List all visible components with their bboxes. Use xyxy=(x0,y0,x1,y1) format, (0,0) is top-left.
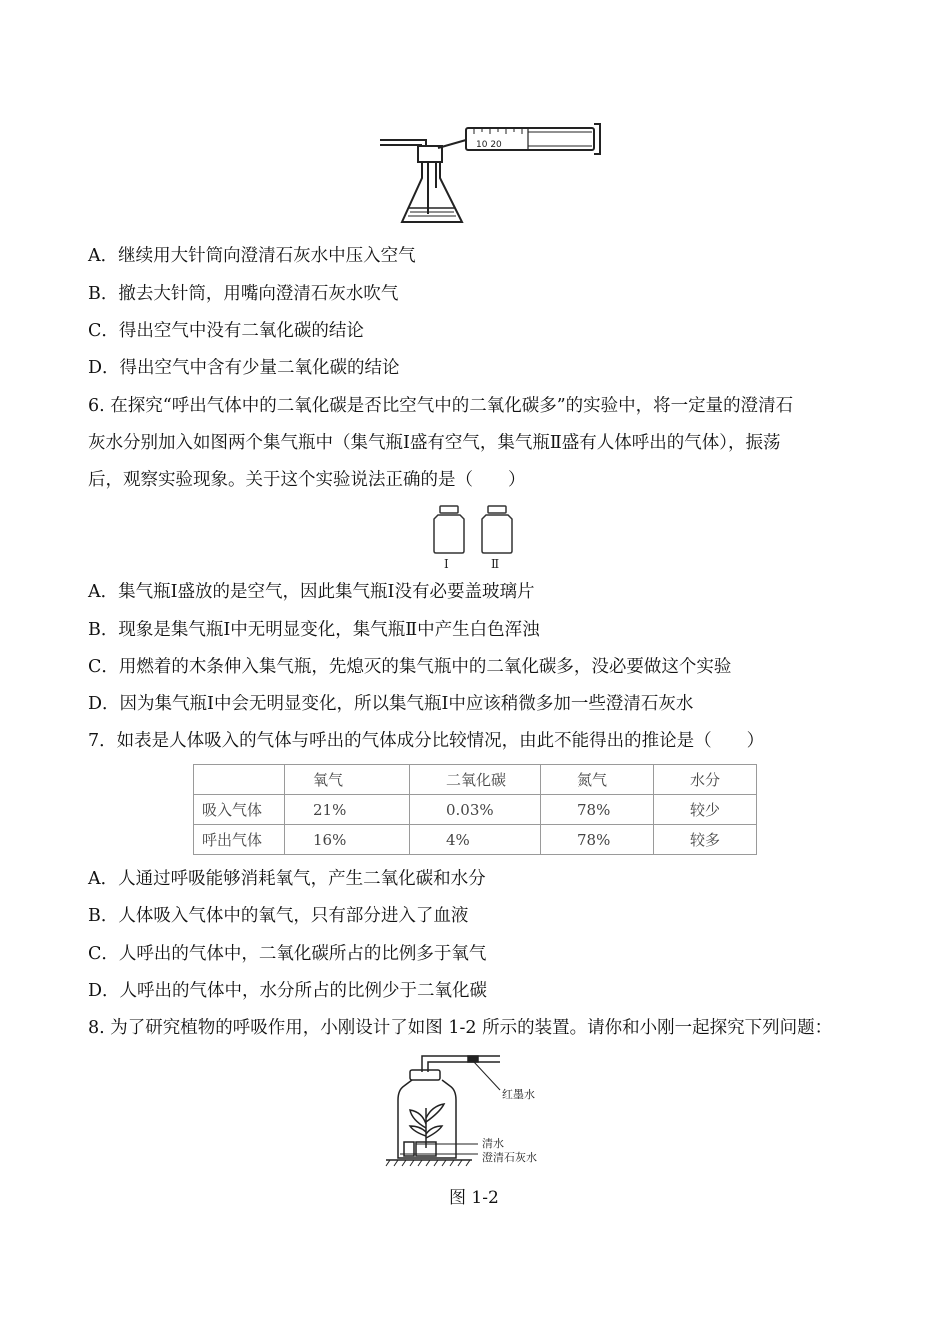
q5-option-d: D．得出空气中含有少量二氧化碳的结论 xyxy=(88,358,400,378)
table-cell: 较少 xyxy=(654,795,757,825)
q7-option-a: A．人通过呼吸能够消耗氧气，产生二氧化碳和水分 xyxy=(88,869,486,889)
q6-stem-line-1: 6. 在探究“呼出气体中的二氧化碳是否比空气中的二氧化碳多”的实验中，将一定量的澄清石 xyxy=(88,396,794,416)
label-clear-water: 清水 xyxy=(482,1137,504,1150)
table-cell: 吸入气体 xyxy=(194,795,285,825)
table-cell: 21% xyxy=(285,795,410,825)
q8-stem: 8. 为了研究植物的呼吸作用，小刚设计了如图 1-2 所示的装置。请你和小刚一起探究下列问题： xyxy=(88,1018,833,1038)
table-header-cell: 氧气 xyxy=(285,765,410,795)
syringe-flask-figure xyxy=(378,118,608,230)
label-red-ink: 红墨水 xyxy=(502,1088,535,1101)
label-limewater: 澄清石灰水 xyxy=(482,1151,537,1164)
table-cell: 0.03% xyxy=(410,795,541,825)
q6-stem-line-3: 后，观察实验现象。关于这个实验说法正确的是（ ） xyxy=(88,470,526,490)
gas-bottles-figure xyxy=(430,505,524,571)
table-cell: 78% xyxy=(541,795,654,825)
figure-caption: 图 1-2 xyxy=(449,1188,499,1208)
syringe-scale-text: 10 20 xyxy=(476,140,502,150)
table-header-cell: 水分 xyxy=(654,765,757,795)
table-row xyxy=(194,825,757,855)
q7-option-b: B．人体吸入气体中的氧气，只有部分进入了血液 xyxy=(88,906,469,926)
bottle-label-2: Ⅱ xyxy=(491,557,500,571)
table-row xyxy=(194,795,757,825)
q6-option-b: B．现象是集气瓶Ⅰ中无明显变化，集气瓶Ⅱ中产生白色浑浊 xyxy=(88,620,540,640)
q5-option-c: C．得出空气中没有二氧化碳的结论 xyxy=(88,321,364,341)
q5-option-b: B．撤去大针筒，用嘴向澄清石灰水吹气 xyxy=(88,284,399,304)
q7-stem: 7．如表是人体吸入的气体与呼出的气体成分比较情况，由此不能得出的推论是（ ） xyxy=(88,731,765,751)
table-header-cell: 氮气 xyxy=(541,765,654,795)
q7-option-d: D．人呼出的气体中，水分所占的比例少于二氧化碳 xyxy=(88,981,488,1001)
table-cell: 较多 xyxy=(654,825,757,855)
q7-option-c: C．人呼出的气体中，二氧化碳所占的比例多于氧气 xyxy=(88,944,487,964)
table-cell: 78% xyxy=(541,825,654,855)
q5-option-a: A．继续用大针筒向澄清石灰水中压入空气 xyxy=(88,246,416,266)
q6-option-c: C．用燃着的木条伸入集气瓶，先熄灭的集气瓶中的二氧化碳多，没必要做这个实验 xyxy=(88,657,732,677)
gas-comparison-table xyxy=(193,764,757,855)
table-header-cell xyxy=(194,765,285,795)
q6-option-d: D．因为集气瓶Ⅰ中会无明显变化，所以集气瓶Ⅰ中应该稍微多加一些澄清石灰水 xyxy=(88,694,694,714)
plant-respiration-figure xyxy=(382,1050,562,1170)
table-header-cell: 二氧化碳 xyxy=(410,765,541,795)
table-cell: 16% xyxy=(285,825,410,855)
table-header-row xyxy=(194,765,757,795)
table-cell: 4% xyxy=(410,825,541,855)
q6-option-a: A．集气瓶Ⅰ盛放的是空气，因此集气瓶Ⅰ没有必要盖玻璃片 xyxy=(88,582,535,602)
bottle-label-1: Ⅰ xyxy=(444,557,449,571)
table-cell: 呼出气体 xyxy=(194,825,285,855)
q6-stem-line-2: 灰水分别加入如图两个集气瓶中（集气瓶Ⅰ盛有空气，集气瓶Ⅱ盛有人体呼出的气体），振荡 xyxy=(88,433,781,453)
